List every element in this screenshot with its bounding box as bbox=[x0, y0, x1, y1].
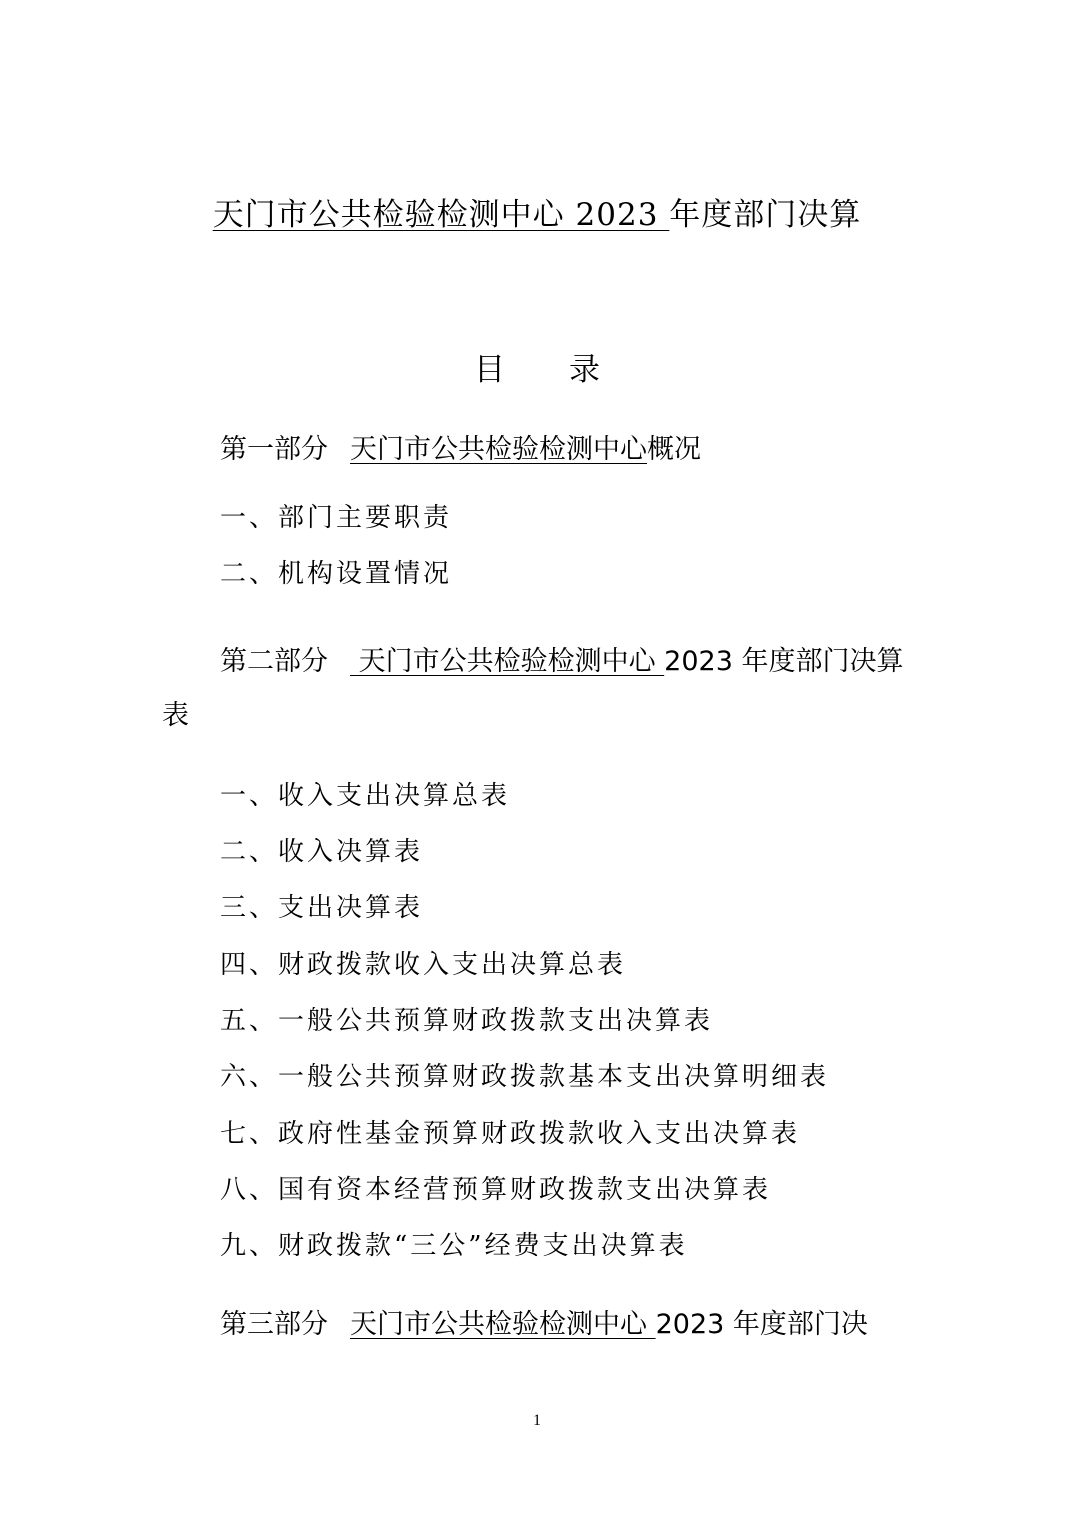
part2-item-8: 八、国有资本经营预算财政拨款支出决算表 bbox=[220, 1175, 772, 1205]
title-underlined-part: 天门市公共检验检测中心 2023 bbox=[212, 197, 670, 233]
part1-name-underlined: 天门市公共检验检测中心 bbox=[350, 434, 647, 465]
part3-heading bbox=[220, 1305, 920, 1345]
toc-heading-char-1: 目 bbox=[474, 352, 505, 388]
toc-heading bbox=[0, 350, 1074, 390]
page-number: 1 bbox=[533, 1412, 541, 1429]
part2-item-4: 四、财政拨款收入支出决算总表 bbox=[220, 950, 627, 980]
part1-item-2: 二、机构设置情况 bbox=[220, 559, 453, 589]
part3-name-rest: 2023 年度部门决 bbox=[655, 1309, 868, 1340]
part2-item-1: 一、收入支出决算总表 bbox=[220, 781, 511, 811]
part2-name-rest: 2023 年度部门决算表 bbox=[162, 646, 904, 731]
part2-item-9: 九、财政拨款“三公”经费支出决算表 bbox=[220, 1231, 688, 1261]
part2-item-3: 三、支出决算表 bbox=[220, 893, 424, 923]
part3-name-underlined: 天门市公共检验检测中心 bbox=[350, 1309, 656, 1340]
part1-name-rest: 概况 bbox=[647, 434, 701, 465]
part1-item-1: 一、部门主要职责 bbox=[220, 503, 453, 533]
title-rest: 年度部门决算 bbox=[669, 197, 862, 233]
part2-name-underlined: 天门市公共检验检测中心 bbox=[350, 646, 665, 677]
part2-item-7: 七、政府性基金预算财政拨款收入支出决算表 bbox=[220, 1119, 801, 1149]
part1-label: 第一部分 bbox=[220, 434, 328, 465]
document-title bbox=[0, 195, 1074, 235]
part2-item-6: 六、一般公共预算财政拨款基本支出决算明细表 bbox=[220, 1062, 830, 1092]
part2-label: 第二部分 bbox=[220, 646, 328, 677]
part1-heading bbox=[220, 430, 920, 470]
part3-label: 第三部分 bbox=[220, 1309, 328, 1340]
part2-item-5: 五、一般公共预算财政拨款支出决算表 bbox=[220, 1006, 714, 1036]
toc-heading-char-2: 录 bbox=[569, 352, 600, 388]
part2-heading bbox=[162, 635, 922, 743]
part2-item-2: 二、收入决算表 bbox=[220, 837, 424, 867]
